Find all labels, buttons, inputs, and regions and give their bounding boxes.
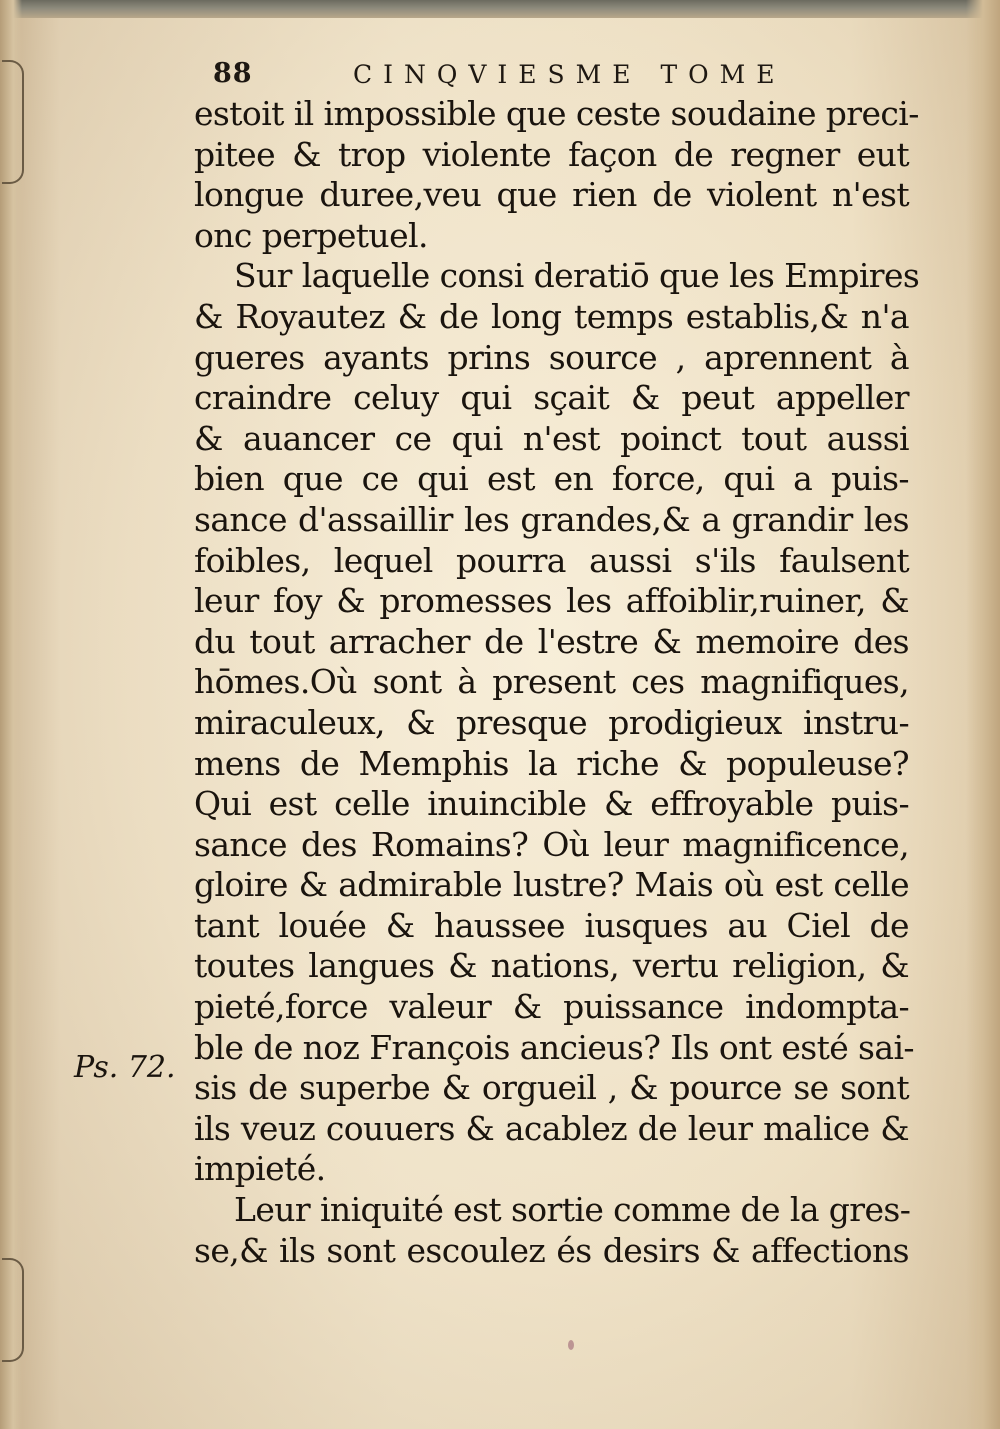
binding-thread-top — [2, 60, 24, 184]
show-through-shadow — [95, 380, 185, 1000]
text-line: ils veuz couuers & acablez de leur malice & — [194, 1108, 909, 1148]
page-fore-edge — [966, 0, 1000, 1429]
text-line: pitee & trop violente façon de regner eut — [194, 134, 909, 174]
text-line: du tout arracher de l'estre & memoire des — [194, 621, 909, 661]
text-line: gloire & admirable lustre? Mais où est celle — [194, 865, 909, 905]
running-title: CINQVIESME TOME — [353, 60, 786, 89]
text-line: onc perpetuel. — [194, 215, 428, 255]
text-line: se,& ils sont escoulez és desirs & affections — [194, 1230, 909, 1270]
binding-thread-bottom — [2, 1258, 24, 1362]
text-line: gueres ayants prins source , aprennent à — [194, 337, 909, 377]
page-gutter-edge — [0, 0, 22, 1429]
text-line: tant louée & haussee iusques au Ciel de — [194, 905, 909, 945]
body-text-block — [194, 94, 920, 1271]
text-line: leur foy & promesses les affoiblir,ruiner, & — [194, 581, 909, 621]
text-line: hōmes.Où sont à present ces magnifiques, — [194, 662, 909, 702]
text-line: sis de superbe & orgueil , & pource se sont — [194, 1068, 909, 1108]
text-line: foibles, lequel pourra aussi s'ils faulsent — [194, 540, 909, 580]
text-line: bien que ce qui est en force, qui a puis- — [194, 459, 909, 499]
marginal-reference: Ps. 72. — [74, 1050, 176, 1085]
text-line: Sur laquelle consi deratiō que les Empires — [234, 256, 920, 296]
text-line: sance d'assaillir les grandes,& a grandir les — [194, 499, 909, 539]
page-top-edge — [0, 0, 1000, 18]
text-line: impieté. — [194, 1149, 326, 1189]
text-line: Qui est celle inuincible & effroyable puis- — [194, 784, 909, 824]
page-number: 88 — [213, 58, 253, 89]
text-line: craindre celuy qui sçait & peut appeller — [194, 378, 909, 418]
text-line: & Royautez & de long temps establis,& n'a — [194, 296, 909, 336]
text-line: miraculeux, & presque prodigieux instru- — [194, 702, 909, 742]
text-line: longue duree,veu que rien de violent n'est — [194, 175, 909, 215]
text-line: sance des Romains? Où leur magnificence, — [194, 824, 909, 864]
ink-stain — [568, 1340, 574, 1350]
text-line: estoit il impossible que ceste soudaine preci- — [194, 94, 919, 133]
text-line: ble de noz François ancieus? Ils ont esté sai- — [194, 1027, 914, 1067]
text-line: mens de Memphis la riche & populeuse? — [194, 743, 909, 783]
text-line: toutes langues & nations, vertu religion, & — [194, 946, 909, 986]
text-line: pieté,force valeur & puissance indompta- — [194, 987, 909, 1027]
text-line: Leur iniquité est sortie comme de la gres- — [234, 1190, 911, 1230]
text-line: & auancer ce qui n'est poinct tout aussi — [194, 418, 909, 458]
